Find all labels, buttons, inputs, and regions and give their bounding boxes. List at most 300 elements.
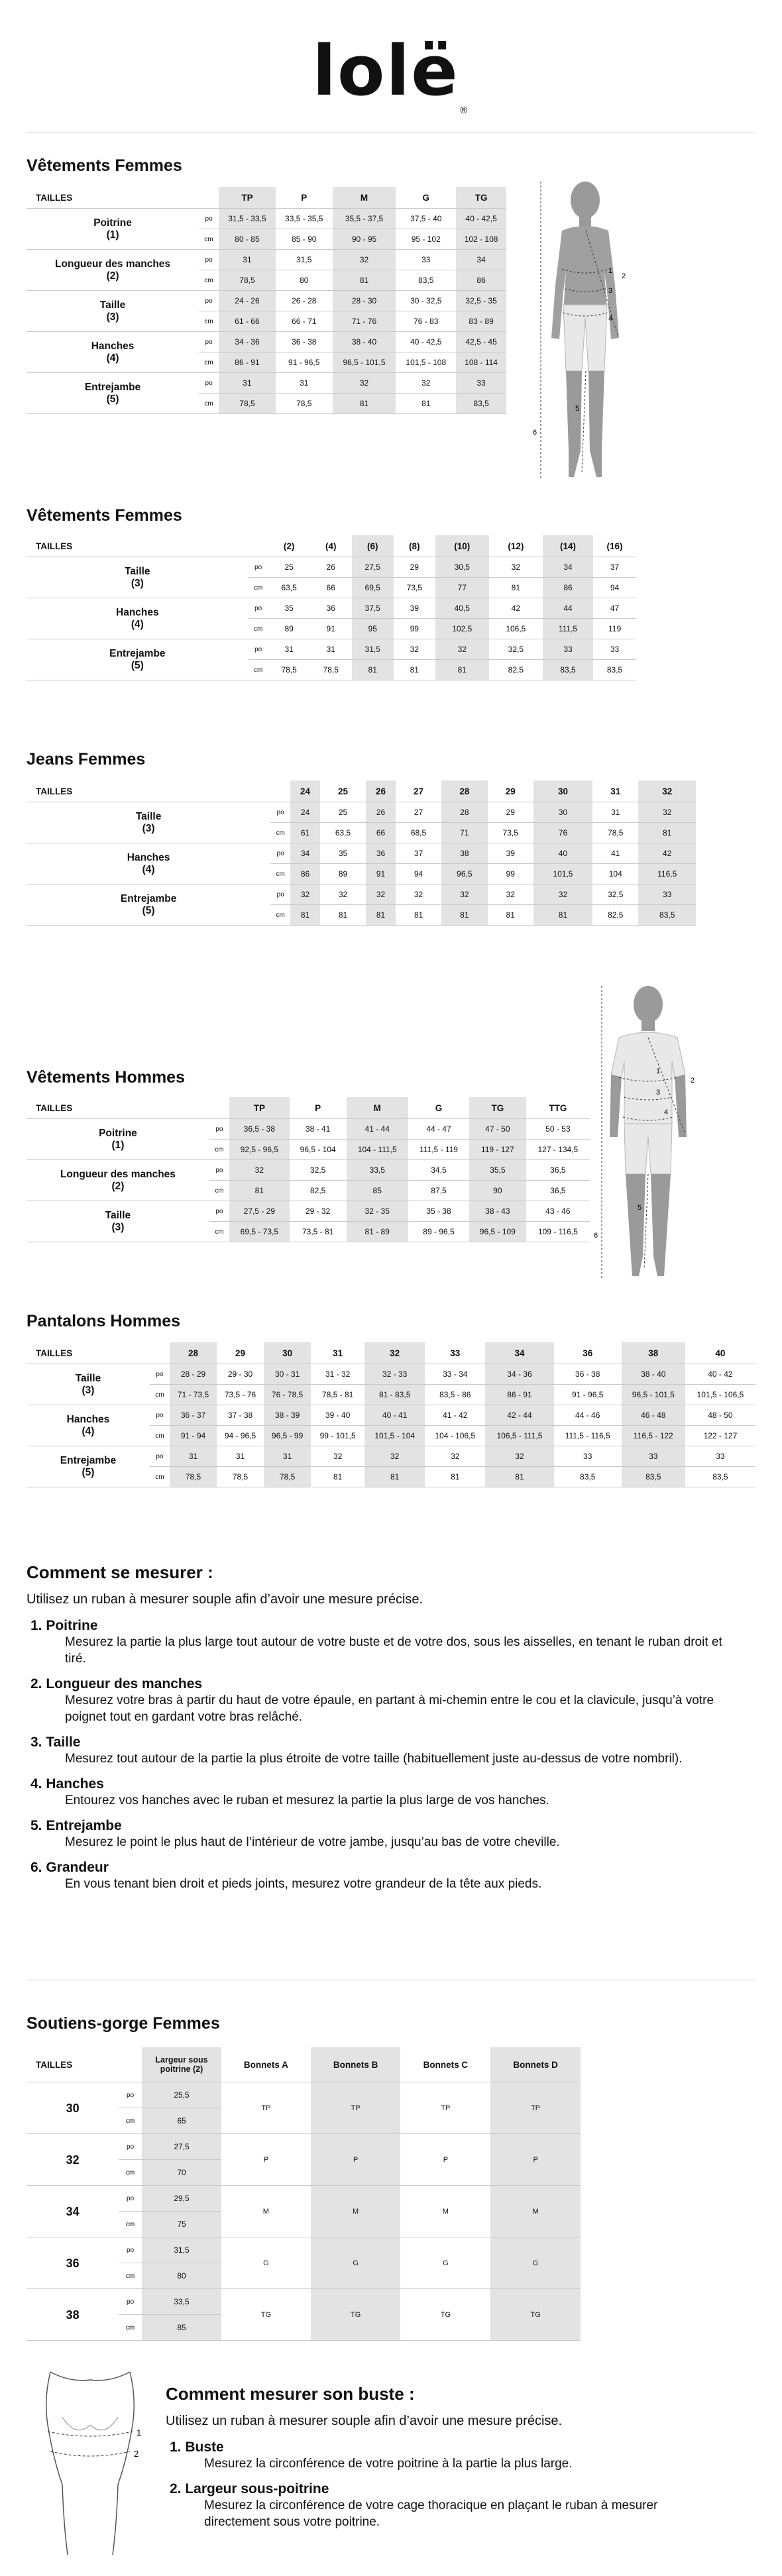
table-row: [27, 291, 506, 311]
size-header: 28: [170, 1342, 217, 1364]
table-cell: 30: [533, 802, 592, 823]
unit-label: cm: [119, 2263, 142, 2289]
unit-label: cm: [150, 1385, 170, 1405]
size-header: TG: [456, 187, 506, 209]
table-cell: 32: [396, 373, 456, 394]
table-cell: 39: [394, 598, 435, 619]
measure-guide-intro: Utilisez un ruban à mesurer souple afin d’avoir une mesure précise.: [27, 1592, 423, 1607]
table-cell: 32: [533, 885, 592, 905]
cup-cell: G: [400, 2237, 490, 2289]
measure-label: Entrejambe (5): [27, 1446, 150, 1487]
table-row: [27, 557, 636, 578]
figure-label-2: 2: [691, 1077, 695, 1085]
sizes-header: TAILLES: [27, 780, 290, 802]
size-header: 40: [685, 1342, 755, 1364]
table-cell: 78,5: [219, 270, 276, 291]
size-header: (2): [268, 535, 310, 557]
table-cell: 31,5: [276, 250, 333, 270]
size-header: (12): [489, 535, 543, 557]
unit-label: cm: [199, 229, 219, 250]
table-cell: 80 - 85: [219, 229, 276, 250]
table-cell: 48 - 50: [685, 1405, 755, 1426]
table-cell: 33: [622, 1446, 685, 1467]
cup-cell: TG: [311, 2289, 401, 2341]
table-cell: 29: [488, 802, 533, 823]
table-cell: 101,5 - 106,5: [685, 1385, 755, 1405]
size-table-women-numeric: [27, 535, 636, 680]
table-cell: 44: [543, 598, 593, 619]
table-cell: 81: [364, 1467, 425, 1487]
table-cell: 78,5: [592, 823, 638, 843]
measure-label: Hanches (4): [27, 1405, 150, 1446]
table-cell: 86 - 91: [219, 352, 276, 373]
table-cell: 36: [310, 598, 352, 619]
table-row: [27, 885, 696, 905]
sizes-header: TAILLES: [27, 535, 268, 557]
table-cell: 31: [268, 639, 310, 660]
sizes-header: TAILLES: [27, 2047, 142, 2082]
figure-label-1: 1: [608, 267, 613, 275]
table-cell: 32: [364, 1446, 425, 1467]
guide-item: [27, 1860, 741, 1892]
guide-item: [27, 1618, 741, 1667]
table-cell: 83,5: [685, 1467, 755, 1487]
table-cell: 82,5: [290, 1181, 347, 1201]
band-cell: 65: [142, 2108, 221, 2134]
cup-cell: TG: [221, 2289, 311, 2341]
table-cell: 104 - 111,5: [347, 1140, 408, 1160]
table-cell: 87,5: [408, 1181, 469, 1201]
unit-label: cm: [199, 270, 219, 291]
band-cell: 85: [142, 2315, 221, 2341]
table-cell: 41 - 44: [347, 1119, 408, 1140]
table-cell: 81: [311, 1467, 364, 1487]
unit-label: cm: [270, 905, 290, 926]
table-cell: 102,5: [435, 619, 489, 639]
table-cell: 44 - 46: [554, 1405, 622, 1426]
brand-logo: lolë®: [312, 30, 470, 116]
table-cell: 91 - 94: [170, 1426, 217, 1446]
table-cell: 39: [488, 843, 533, 864]
size-header: TTG: [526, 1097, 590, 1119]
guide-item: [27, 1818, 741, 1851]
table-cell: 81: [488, 905, 533, 926]
guide-item-name: 3. Taille: [30, 1735, 81, 1750]
table-cell: 29 - 30: [217, 1364, 264, 1385]
cup-cell: TG: [400, 2289, 490, 2341]
female-body-figure: [522, 172, 648, 492]
table-cell: 111,5 - 116,5: [554, 1426, 622, 1446]
table-cell: 36: [366, 843, 396, 864]
table-cell: 78,5: [264, 1467, 311, 1487]
unit-label: cm: [150, 1467, 170, 1487]
table-cell: 32: [333, 373, 396, 394]
table-cell: 95: [352, 619, 394, 639]
table-cell: 73,5 - 76: [217, 1385, 264, 1405]
table-row: [27, 1160, 590, 1181]
band-cell: 27,5: [142, 2134, 221, 2160]
size-header: 25: [320, 780, 366, 802]
guide-item-desc: Mesurez la circonférence de votre poitrine à la partie la plus large.: [204, 2457, 573, 2471]
table-cell: 78,5: [276, 394, 333, 414]
measure-label: Poitrine (1): [27, 1119, 209, 1160]
table-cell: 86 - 91: [485, 1385, 553, 1405]
unit-label: cm: [199, 394, 219, 414]
size-header: 32: [364, 1342, 425, 1364]
size-header: 38: [622, 1342, 685, 1364]
guide-item-desc: Entourez vos hanches avec le ruban et mesurez la partie la plus large de vos hanches.: [65, 1794, 549, 1807]
size-header: P: [276, 187, 333, 209]
figure-label-1: 1: [656, 1067, 661, 1075]
bust-guide-title: Comment mesurer son buste :: [166, 2384, 415, 2404]
table-cell: 35: [320, 843, 366, 864]
unit-label: po: [119, 2237, 142, 2263]
table-cell: 32: [333, 250, 396, 270]
table-cell: 116,5: [638, 864, 696, 885]
size-header: M: [333, 187, 396, 209]
measure-guide: [27, 1562, 741, 1902]
size-header: 33: [425, 1342, 485, 1364]
table-cell: 81: [489, 578, 543, 598]
unit-label: cm: [209, 1222, 229, 1242]
table-cell: 83,5: [543, 660, 593, 680]
table-cell: 81: [396, 394, 456, 414]
table-cell: 91 - 96,5: [554, 1385, 622, 1405]
cup-cell: M: [400, 2186, 490, 2237]
table-cell: 80: [276, 270, 333, 291]
table-cell: 31 - 32: [311, 1364, 364, 1385]
table-cell: 34: [543, 557, 593, 578]
size-table-men-pants: [27, 1342, 755, 1487]
measure-label: Hanches (4): [27, 598, 249, 639]
size-header: (4): [310, 535, 352, 557]
table-cell: 90 - 95: [333, 229, 396, 250]
table-cell: 81: [425, 1467, 485, 1487]
cup-header: Bonnets C: [400, 2047, 490, 2082]
table-cell: 24: [290, 802, 320, 823]
table-cell: 96,5 - 109: [469, 1222, 526, 1242]
table-cell: 33: [554, 1446, 622, 1467]
size-header: 27: [396, 780, 441, 802]
unit-label: po: [119, 2289, 142, 2315]
table-cell: 37 - 38: [217, 1405, 264, 1426]
guide-item-name: 2. Longueur des manches: [30, 1676, 203, 1691]
bust-figure: [24, 2359, 156, 2557]
table-cell: 78,5: [268, 660, 310, 680]
table-cell: 109 - 116,5: [526, 1222, 590, 1242]
table-row: [27, 1364, 755, 1385]
table-cell: 86: [290, 864, 320, 885]
cup-cell: TG: [490, 2289, 581, 2341]
band-size: 36: [27, 2237, 119, 2289]
table-cell: 38: [441, 843, 487, 864]
table-cell: 39 - 40: [311, 1405, 364, 1426]
table-cell: 69,5: [352, 578, 394, 598]
unit-label: cm: [119, 2160, 142, 2186]
table-cell: 83,5: [396, 270, 456, 291]
table-cell: 26 - 28: [276, 291, 333, 311]
table-cell: 66: [310, 578, 352, 598]
sizes-header: TAILLES: [27, 187, 219, 209]
table-cell: 83,5: [622, 1467, 685, 1487]
table-cell: 86: [456, 270, 506, 291]
unit-label: po: [199, 291, 219, 311]
table-cell: 66: [366, 823, 396, 843]
measure-label: Longueur des manches (2): [27, 250, 199, 291]
unit-label: cm: [209, 1140, 229, 1160]
measure-label: Poitrine (1): [27, 209, 199, 250]
table-cell: 27,5 - 29: [229, 1201, 290, 1222]
table-cell: 31: [264, 1446, 311, 1467]
table-cell: 76: [533, 823, 592, 843]
size-table-women-jeans: [27, 780, 696, 926]
guide-item: [27, 1735, 741, 1767]
table-cell: 77: [435, 578, 489, 598]
table-cell: 101,5 - 104: [364, 1426, 425, 1446]
table-cell: 81: [320, 905, 366, 926]
table-header-row: [27, 535, 636, 557]
table-cell: 99: [488, 864, 533, 885]
figure-label-6: 6: [533, 429, 537, 437]
guide-item: [27, 1776, 741, 1809]
table-cell: 63,5: [268, 578, 310, 598]
cup-cell: M: [311, 2186, 401, 2237]
table-cell: 81: [229, 1181, 290, 1201]
table-cell: 32: [366, 885, 396, 905]
table-cell: 73,5: [488, 823, 533, 843]
section-title-men-pants: Pantalons Hommes: [27, 1312, 181, 1330]
table-cell: 40,5: [435, 598, 489, 619]
size-header: (6): [352, 535, 394, 557]
band-cell: 29,5: [142, 2186, 221, 2212]
table-cell: 83,5: [554, 1467, 622, 1487]
table-cell: 33: [543, 639, 593, 660]
table-cell: 36 - 37: [170, 1405, 217, 1426]
table-cell: 81: [394, 660, 435, 680]
table-cell: 81: [396, 905, 441, 926]
size-header: 26: [366, 780, 396, 802]
table-cell: 44 - 47: [408, 1119, 469, 1140]
table-cell: 25: [320, 802, 366, 823]
table-cell: 81 - 83,5: [364, 1385, 425, 1405]
table-row: [27, 2237, 581, 2263]
table-row: [27, 250, 506, 270]
size-header: 29: [217, 1342, 264, 1364]
figure-label-4: 4: [608, 315, 613, 323]
measure-guide-items: [27, 1618, 741, 1892]
table-cell: 101,5: [533, 864, 592, 885]
section-title-women-jeans: Jeans Femmes: [27, 750, 146, 769]
table-cell: 111,5: [543, 619, 593, 639]
unit-label: cm: [119, 2108, 142, 2134]
table-cell: 32,5: [290, 1160, 347, 1181]
bust-guide-intro: Utilisez un ruban à mesurer souple afin d’avoir une mesure précise.: [166, 2414, 563, 2428]
table-cell: 89: [320, 864, 366, 885]
unit-label: po: [270, 885, 290, 905]
table-cell: 122 - 127: [685, 1426, 755, 1446]
measure-guide-title: Comment se mesurer :: [27, 1562, 213, 1582]
table-cell: 94: [396, 864, 441, 885]
table-header-row: [27, 1342, 755, 1364]
table-cell: 38 - 40: [622, 1364, 685, 1385]
measure-label: Hanches (4): [27, 843, 270, 885]
table-cell: 37,5 - 40: [396, 209, 456, 229]
table-row: [27, 209, 506, 229]
band-cell: 25,5: [142, 2082, 221, 2108]
table-cell: 89 - 96,5: [408, 1222, 469, 1242]
table-cell: 32: [311, 1446, 364, 1467]
table-cell: 106,5: [489, 619, 543, 639]
table-cell: 119 - 127: [469, 1140, 526, 1160]
unit-label: po: [209, 1160, 229, 1181]
unit-label: po: [270, 802, 290, 823]
table-cell: 47 - 50: [469, 1119, 526, 1140]
table-row: [27, 2186, 581, 2212]
table-cell: 106,5 - 111,5: [485, 1426, 553, 1446]
size-header: 31: [311, 1342, 364, 1364]
guide-item-desc: Mesurez tout autour de la partie la plus étroite de votre taille (habituellement juste au-dessus de votre nombril).: [65, 1752, 683, 1766]
section-title-bras: Soutiens-gorge Femmes: [27, 2014, 220, 2033]
table-cell: 34 - 36: [219, 332, 276, 352]
table-cell: 92,5 - 96,5: [229, 1140, 290, 1160]
table-cell: 101,5 - 108: [396, 352, 456, 373]
table-cell: 35,5 - 37,5: [333, 209, 396, 229]
table-cell: 81: [638, 823, 696, 843]
table-cell: 71 - 73,5: [170, 1385, 217, 1405]
table-cell: 78,5: [170, 1467, 217, 1487]
section-title-men-clothing: Vêtements Hommes: [27, 1068, 185, 1087]
measure-label: Taille (3): [27, 557, 249, 598]
table-cell: 33: [456, 373, 506, 394]
table-row: [27, 2082, 581, 2108]
table-cell: 83,5: [638, 905, 696, 926]
table-cell: 32 - 35: [347, 1201, 408, 1222]
table-cell: 78,5: [217, 1467, 264, 1487]
table-cell: 35 - 38: [408, 1201, 469, 1222]
measure-label: Entrejambe (5): [27, 885, 270, 926]
registered-mark: ®: [459, 105, 470, 116]
table-cell: 95 - 102: [396, 229, 456, 250]
table-cell: 30,5: [435, 557, 489, 578]
unit-label: po: [249, 639, 268, 660]
unit-label: cm: [209, 1181, 229, 1201]
table-cell: 111,5 - 119: [408, 1140, 469, 1160]
band-header: Largeur sous poitrine (2): [142, 2047, 221, 2082]
table-cell: 33: [396, 250, 456, 270]
cup-cell: P: [221, 2134, 311, 2186]
table-cell: 33: [593, 639, 636, 660]
size-header: M: [347, 1097, 408, 1119]
table-cell: 27: [396, 802, 441, 823]
table-cell: 31,5 - 33,5: [219, 209, 276, 229]
cup-header: Bonnets D: [490, 2047, 581, 2082]
unit-label: po: [150, 1405, 170, 1426]
table-cell: 34 - 36: [485, 1364, 553, 1385]
table-cell: 26: [366, 802, 396, 823]
unit-label: cm: [150, 1426, 170, 1446]
measure-label: Taille (3): [27, 291, 199, 332]
table-row: [27, 802, 696, 823]
size-header: (16): [593, 535, 636, 557]
table-cell: 90: [469, 1181, 526, 1201]
table-cell: 81: [441, 905, 487, 926]
table-cell: 96,5 - 101,5: [333, 352, 396, 373]
table-cell: 31: [310, 639, 352, 660]
cup-cell: G: [490, 2237, 581, 2289]
table-cell: 81: [533, 905, 592, 926]
table-cell: 28 - 29: [170, 1364, 217, 1385]
table-row: [27, 332, 506, 352]
table-row: [27, 373, 506, 394]
table-cell: 71 - 76: [333, 311, 396, 332]
size-header: 31: [592, 780, 638, 802]
unit-label: po: [270, 843, 290, 864]
table-row: [27, 1119, 590, 1140]
table-cell: 32,5 - 35: [456, 291, 506, 311]
size-header: 32: [638, 780, 696, 802]
table-row: [27, 2134, 581, 2160]
unit-label: cm: [270, 823, 290, 843]
guide-item-desc: Mesurez la partie la plus large tout autour de votre buste et de votre dos, sous les aisselles, en tenant le ruban droit et tiré.: [65, 1635, 722, 1666]
band-cell: 75: [142, 2212, 221, 2237]
table-cell: 91: [366, 864, 396, 885]
size-header: (8): [394, 535, 435, 557]
guide-item-name: 1. Buste: [170, 2440, 224, 2455]
band-size: 32: [27, 2134, 119, 2186]
unit-label: cm: [119, 2212, 142, 2237]
table-cell: 127 - 134,5: [526, 1140, 590, 1160]
size-table-women-clothing: [27, 187, 506, 414]
measure-label: Taille (3): [27, 1201, 209, 1242]
unit-label: po: [119, 2186, 142, 2212]
section-title-women-clothing: Vêtements Femmes: [27, 156, 182, 175]
table-cell: 36,5: [526, 1160, 590, 1181]
sizes-header: TAILLES: [27, 1342, 170, 1364]
table-cell: 32: [441, 885, 487, 905]
table-cell: 61: [290, 823, 320, 843]
table-cell: 83,5 - 86: [425, 1385, 485, 1405]
table-cell: 96,5: [441, 864, 487, 885]
band-size: 30: [27, 2082, 119, 2134]
table-cell: 32: [485, 1446, 553, 1467]
table-cell: 38 - 43: [469, 1201, 526, 1222]
table-cell: 42: [638, 843, 696, 864]
table-cell: 32: [396, 885, 441, 905]
table-cell: 37: [396, 843, 441, 864]
table-cell: 32: [488, 885, 533, 905]
table-cell: 85 - 90: [276, 229, 333, 250]
unit-label: cm: [199, 311, 219, 332]
table-cell: 33,5 - 35,5: [276, 209, 333, 229]
unit-label: po: [249, 557, 268, 578]
guide-item-desc: En vous tenant bien droit et pieds joints, mesurez votre grandeur de la tête aux pieds.: [65, 1877, 542, 1891]
table-cell: 42,5 - 45: [456, 332, 506, 352]
guide-item-desc: Mesurez la circonférence de votre cage thoracique en plaçant le ruban à mesurer directement sous votre poitrine.: [204, 2498, 658, 2529]
unit-label: po: [249, 598, 268, 619]
table-cell: 29: [394, 557, 435, 578]
table-cell: 96,5 - 104: [290, 1140, 347, 1160]
table-row: [27, 639, 636, 660]
measure-label: Hanches (4): [27, 332, 199, 373]
unit-label: po: [119, 2134, 142, 2160]
table-cell: 32: [638, 802, 696, 823]
guide-item: [166, 2481, 721, 2530]
table-cell: 94 - 96,5: [217, 1426, 264, 1446]
table-cell: 104 - 106,5: [425, 1426, 485, 1446]
table-cell: 28: [441, 802, 487, 823]
measure-label: Entrejambe (5): [27, 639, 249, 680]
figure-label-6: 6: [594, 1232, 598, 1240]
